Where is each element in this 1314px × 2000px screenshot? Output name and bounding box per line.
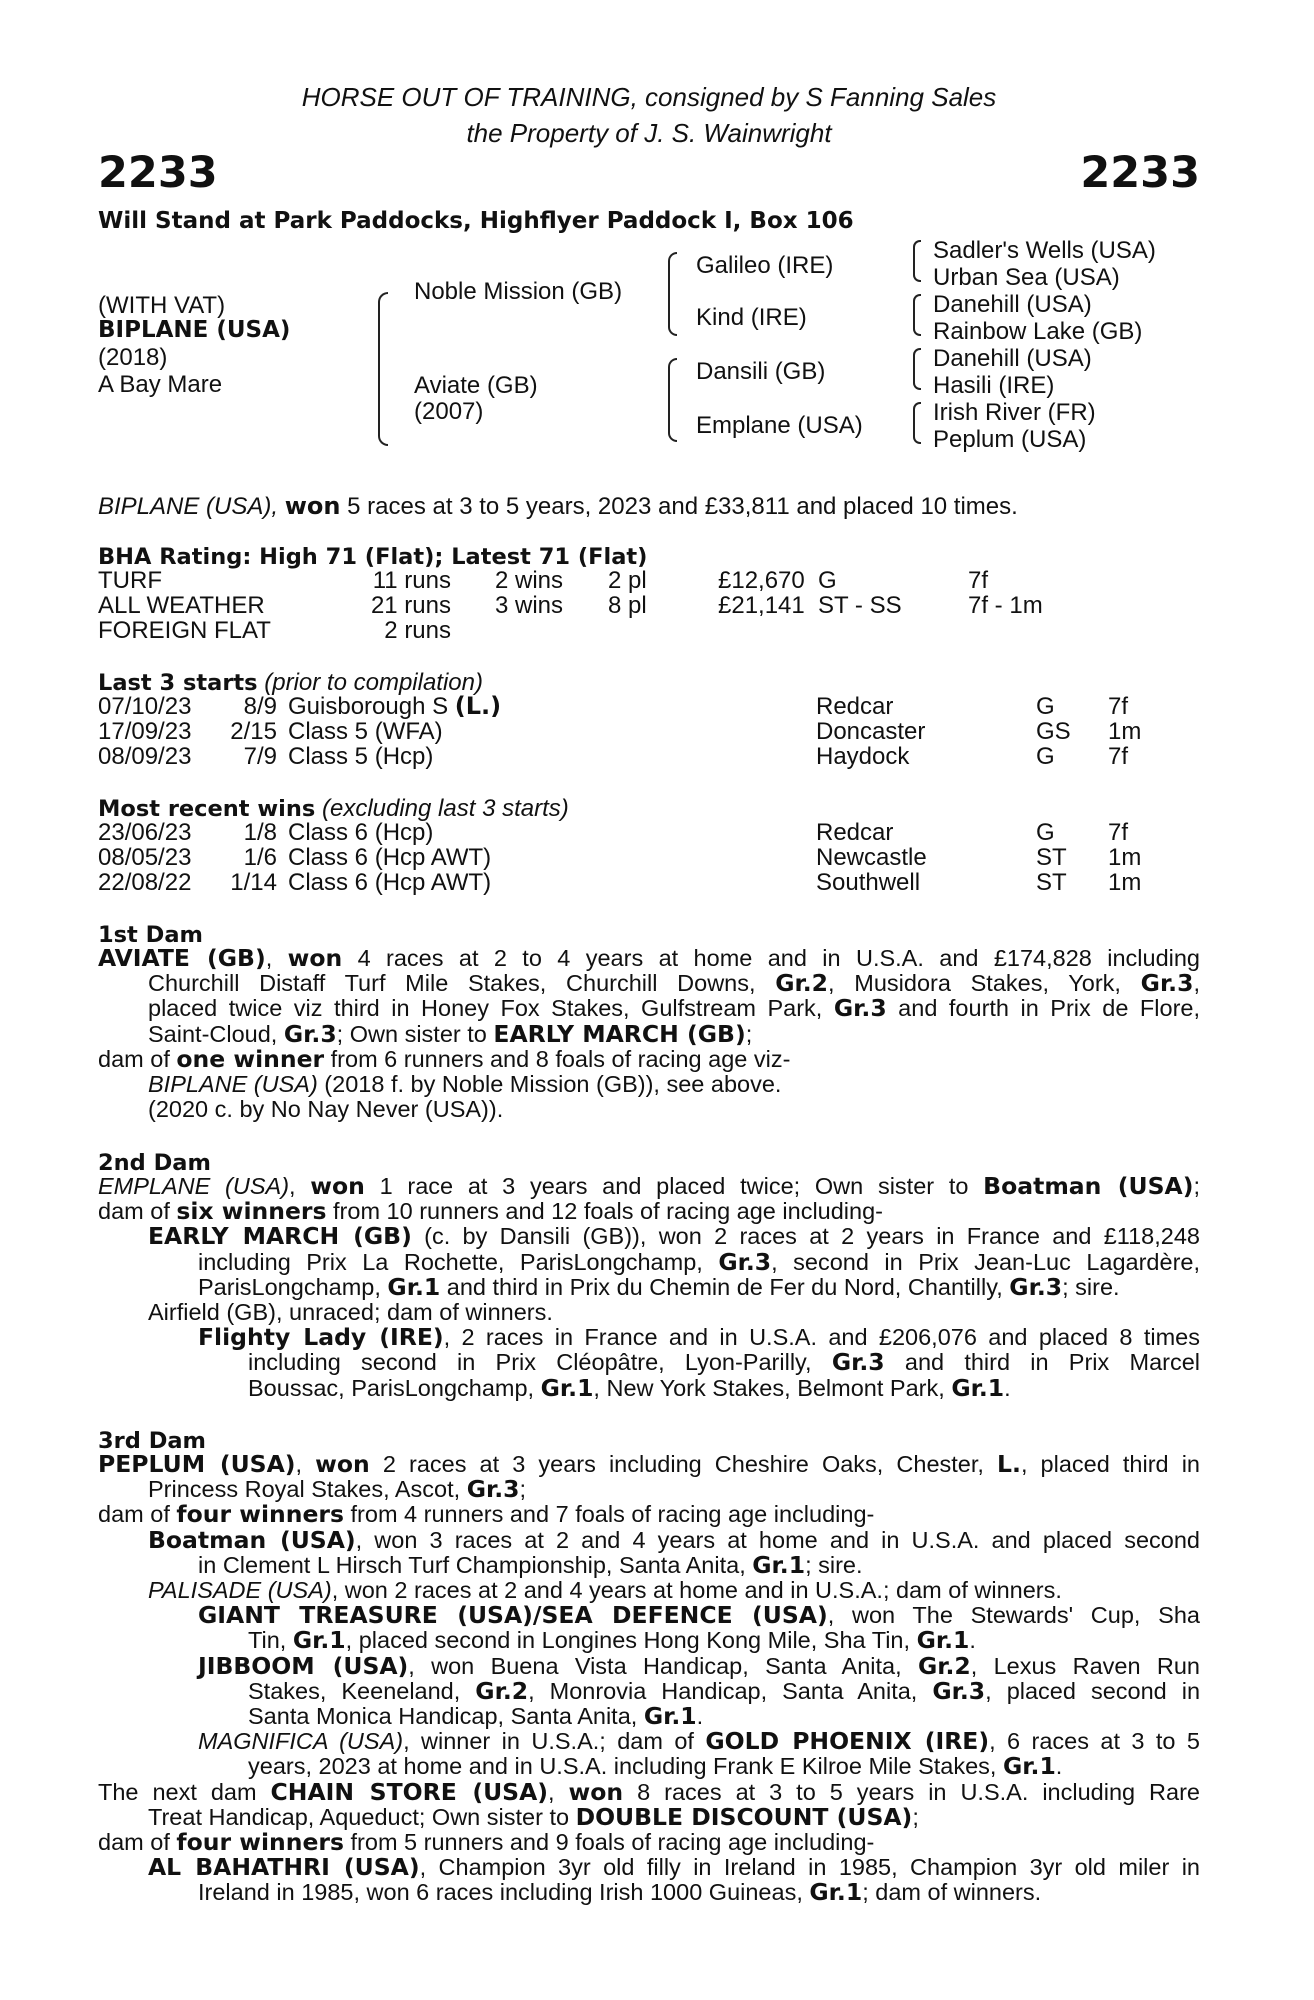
run-distance: 1m [1108,844,1142,871]
rating-distance: 7f - 1m [968,592,1043,619]
run-date: 23/06/23 [98,819,192,846]
run-race-tag: (L.) [454,692,502,720]
pedigree-note-line: Treat Handicap, Aqueduct; Own sister to DOUBLE DISCOUNT (USA); [148,1802,919,1831]
pedigree-note-line: BIPLANE (USA) (2018 f. by Noble Mission (GB)), see above. [148,1071,782,1098]
run-position: 1/8 [243,819,277,846]
pedigree-note-line: dam of four winners from 4 runners and 7 foals of racing age including- [98,1500,875,1529]
run-race-name: Guisborough S [288,693,449,720]
pedigree-note-line: Boussac, ParisLongchamp, Gr.1, New York Stakes, Belmont Park, Gr.1. [248,1373,1011,1402]
stand-location: Will Stand at Park Paddocks, Highflyer Paddock I, Box 106 [98,208,854,234]
rating-going: ST - SS [818,592,902,619]
run-position: 7/9 [243,743,277,770]
rating-placed: 2 pl [608,567,647,594]
dam1-paragraph [98,946,1200,1122]
pedigree-note-line: years, 2023 at home and in U.S.A. including Frank E Kilroe Mile Stakes, Gr.1. [248,1752,1063,1781]
summary-record: 5 races at 3 to 5 years, 2023 and £33,811 and placed 10 times. [347,493,1018,520]
horse-description: A Bay Mare [98,371,223,398]
pedigree-note-line: Ireland in 1985, won 6 races including Irish 1000 Guineas, Gr.1; dam of winners. [198,1878,1042,1907]
pedigree-dsd: Hasili (IRE) [933,372,1055,399]
run-date: 22/08/22 [98,869,192,896]
run-date: 08/05/23 [98,844,192,871]
pedigree-note-line: JIBBOOM (USA), won Buena Vista Handicap, Santa Anita, Gr.2, Lexus Raven Run [198,1651,1200,1680]
run-date: 08/09/23 [98,743,192,770]
pedigree-brace-gs2 [913,294,921,336]
run-going: G [1036,819,1055,846]
rating-prize: £21,141 [718,592,805,619]
run-race: Class 6 (Hcp AWT) [288,869,492,896]
pedigree-brace-dam [668,358,677,442]
pedigree-note-line: dam of one winner from 6 runners and 8 foals of racing age viz- [98,1044,791,1073]
pedigree-note-line: dam of four winners from 5 runners and 9 foals of racing age including- [98,1828,875,1857]
run-course: Redcar [816,693,894,720]
rating-surface: FOREIGN FLAT [98,617,271,644]
pedigree-sss: Sadler's Wells (USA) [933,237,1156,264]
run-position: 2/15 [230,718,277,745]
rating-placed: 8 pl [608,592,647,619]
pedigree-dds: Irish River (FR) [933,399,1096,426]
dam2-paragraph [98,1174,1200,1401]
pedigree-ddd: Peplum (USA) [933,426,1087,453]
pedigree-note-line: Saint-Cloud, Gr.3; Own sister to EARLY MARCH (GB); [148,1019,753,1048]
rating-runs: 2 runs [384,617,451,644]
run-date: 07/10/23 [98,693,192,720]
dam3-title: 3rd Dam [98,1428,206,1454]
rating-wins: 3 wins [495,592,564,619]
run-going: G [1036,743,1055,770]
pedigree-note-line: in Clement L Hirsch Turf Championship, Santa Anita, Gr.1; sire. [198,1550,863,1579]
pedigree-note-line: AL BAHATHRI (USA), Champion 3yr old filly in Ireland in 1985, Champion 3yr old miler in [148,1853,1200,1882]
rating-wins: 2 wins [495,567,564,594]
pedigree-note-line: ParisLongchamp, Gr.1 and third in Prix du Chemin de Fer du Nord, Chantilly, Gr.3; sire. [198,1272,1120,1301]
bha-rating-title: BHA Rating: High 71 (Flat); Latest 71 (Flat) [98,544,648,570]
run-course: Haydock [816,743,910,770]
pedigree-brace-main [378,292,388,446]
recent-note: (excluding last 3 starts) [321,795,569,822]
pedigree-note-line: Flighty Lady (IRE), 2 races in France and in U.S.A. and £206,076 and placed 8 times [198,1323,1200,1352]
recent-title: Most recent wins [98,796,316,822]
run-course: Redcar [816,819,894,846]
lot-number-left: 2233 [98,148,218,198]
pedigree-note-line: EMPLANE (USA), won 1 race at 3 years and placed twice; Own sister to Boatman (USA); [98,1172,1200,1200]
pedigree-note-line: Tin, Gr.1, placed second in Longines Hong Kong Mile, Sha Tin, Gr.1. [248,1626,976,1655]
run-going: ST [1036,869,1067,896]
pedigree-dam-dam: Emplane (USA) [696,412,863,439]
pedigree-note-line: Boatman (USA), won 3 races at 2 and 4 years at home and in U.S.A. and placed second [148,1525,1200,1554]
pedigree-note-line: GIANT TREASURE (USA)/SEA DEFENCE (USA), won The Stewards' Cup, Sha [198,1601,1200,1630]
run-going: G [1036,693,1055,720]
catalogue-page [98,0,1200,2000]
pedigree-ssd: Urban Sea (USA) [933,264,1120,291]
dam2-title: 2nd Dam [98,1150,211,1176]
last3-title: Last 3 starts [98,670,258,696]
dam1-title: 1st Dam [98,922,203,948]
run-course: Southwell [816,869,921,896]
pedigree-sire-sire: Galileo (IRE) [696,252,834,279]
pedigree-dss: Danehill (USA) [933,345,1092,372]
run-distance: 7f [1108,693,1129,720]
pedigree-sds: Danehill (USA) [933,291,1092,318]
pedigree-note-line: AVIATE (GB), won 4 races at 2 to 4 years at home and in U.S.A. and £174,828 including [98,944,1201,972]
pedigree-dam-year: (2007) [414,398,484,425]
run-going: ST [1036,844,1067,871]
pedigree-note-line: MAGNIFICA (USA), winner in U.S.A.; dam of GOLD PHOENIX (IRE), 6 races at 3 to 5 [198,1727,1200,1756]
pedigree-note-line: Airfield (GB), unraced; dam of winners. [148,1299,553,1326]
run-distance: 7f [1108,819,1129,846]
run-course: Doncaster [816,718,926,745]
horse-year: (2018) [98,344,168,371]
pedigree-note-line: PALISADE (USA), won 2 races at 2 and 4 years at home and in U.S.A.; dam of winners. [148,1577,1062,1604]
pedigree-note-line: Santa Monica Handicap, Santa Anita, Gr.1. [248,1702,704,1731]
consignor-line: HORSE OUT OF TRAINING, consigned by S Fanning Sales [301,82,997,112]
pedigree-note-line: (2020 c. by No Nay Never (USA)). [148,1096,504,1123]
property-line: the Property of J. S. Wainwright [466,118,832,148]
pedigree-dam: Aviate (GB) [414,372,538,399]
run-race: Class 5 (WFA) [288,718,443,745]
pedigree-sire-dam: Kind (IRE) [696,304,807,331]
run-going: GS [1036,718,1071,745]
pedigree-brace-gs1 [913,240,921,282]
summary-horse-name: BIPLANE (USA), [98,493,279,520]
pedigree-note-line: dam of six winners from 10 runners and 12 foals of racing age including- [98,1197,883,1226]
pedigree-note-line: Princess Royal Stakes, Ascot, Gr.3; [148,1475,527,1504]
run-race: Class 6 (Hcp) [288,819,434,846]
vat-note: (WITH VAT) [98,292,226,319]
rating-runs: 21 runs [370,592,451,619]
run-distance: 1m [1108,869,1142,896]
pedigree-note-line: placed twice viz third in Honey Fox Stakes, Gulfstream Park, Gr.3 and fourth in Prix de Flore, [148,994,1200,1023]
run-position: 8/9 [243,693,277,720]
pedigree-brace-gs4 [913,402,921,444]
pedigree-brace-gs3 [913,348,921,390]
run-distance: 1m [1108,718,1142,745]
rating-prize: £12,670 [718,567,805,594]
rating-distance: 7f [968,567,989,594]
pedigree-note-line: including Prix La Rochette, ParisLongchamp, Gr.3, second in Prix Jean-Luc Lagardère, [198,1247,1200,1276]
run-course: Newcastle [816,844,927,871]
run-position: 1/14 [230,869,277,896]
rating-runs: 11 runs [372,567,451,594]
pedigree-dam-sire: Dansili (GB) [696,358,826,385]
horse-name: BIPLANE (USA) [98,317,291,343]
dam3-paragraph [98,1452,1200,1906]
run-date: 17/09/23 [98,718,192,745]
lot-number-right: 2233 [1080,148,1200,198]
pedigree-note-line: Stakes, Keeneland, Gr.2, Monrovia Handicap, Santa Anita, Gr.3, placed second in [248,1676,1201,1705]
run-race [288,694,501,719]
run-race: Class 5 (Hcp) [288,743,434,770]
run-race: Class 6 (Hcp AWT) [288,844,492,871]
pedigree-brace-sire [668,252,677,336]
rating-surface: TURF [98,567,162,594]
pedigree-note-line: including second in Prix Cléopâtre, Lyon-Parilly, Gr.3 and third in Prix Marcel [248,1348,1201,1377]
pedigree-sire: Noble Mission (GB) [414,278,623,305]
pedigree-note-line: PEPLUM (USA), won 2 races at 3 years including Cheshire Oaks, Chester, L., placed third in [98,1450,1200,1478]
rating-surface: ALL WEATHER [98,592,265,619]
pedigree-note-line: EARLY MARCH (GB) (c. by Dansili (GB)), won 2 races at 2 years in France and £118,248 [148,1222,1200,1251]
pedigree-sdd: Rainbow Lake (GB) [933,318,1143,345]
last3-note: (prior to compilation) [264,669,483,696]
race-summary [98,494,1018,519]
rating-going: G [818,567,837,594]
run-distance: 7f [1108,743,1129,770]
pedigree-note-line: Churchill Distaff Turf Mile Stakes, Churchill Downs, Gr.2, Musidora Stakes, York, Gr.3, [148,969,1200,998]
summary-won: won [284,492,341,520]
run-position: 1/6 [243,844,277,871]
pedigree-note-line: The next dam CHAIN STORE (USA), won 8 races at 3 to 5 years in U.S.A. including Rare [98,1777,1200,1806]
